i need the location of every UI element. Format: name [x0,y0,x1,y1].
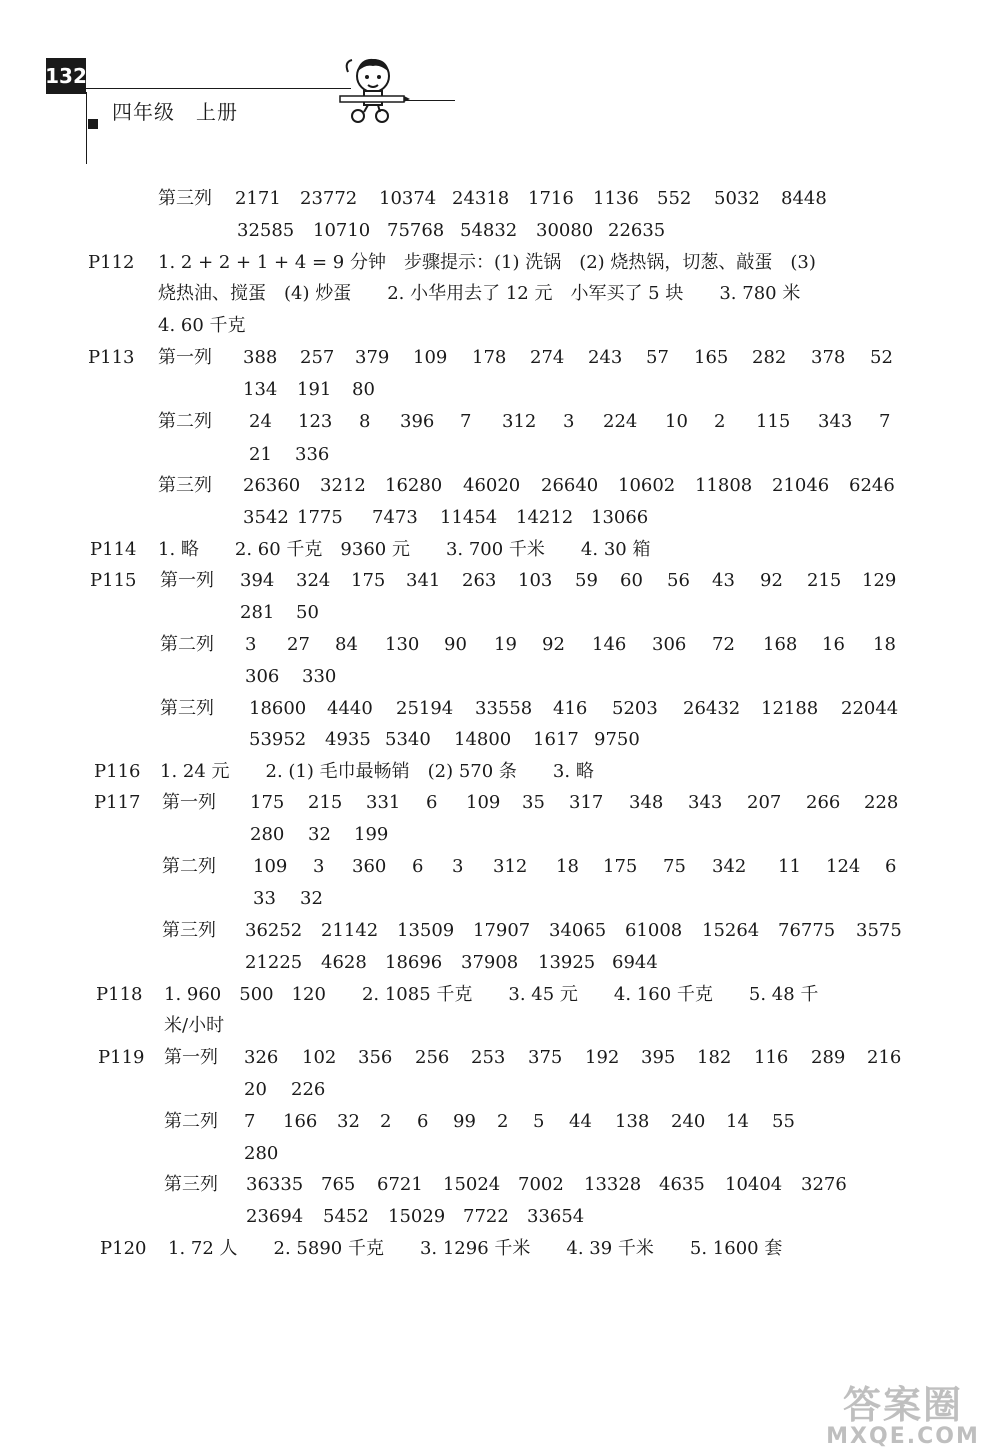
answer-text: 11808 [695,475,753,496]
answer-text: 75 [663,856,686,877]
answer-line [0,473,1000,499]
answer-text: 175 [351,570,386,591]
answer-text: 6246 [849,475,895,496]
answer-text: 356 [358,1047,393,1068]
answer-text: 7722 [463,1206,509,1227]
answer-text: 282 [752,347,787,368]
answer-text: 36335 [246,1174,304,1195]
answer-text: 26432 [683,698,741,719]
answer-text: 199 [354,824,389,845]
answer-text: 20 [244,1079,267,1100]
answer-text: 60 [620,570,643,591]
answer-text: 13509 [397,920,455,941]
answer-text: 43 [712,570,735,591]
answer-text: 92 [760,570,783,591]
answer-text: 324 [296,570,331,591]
answer-line [0,1172,1000,1198]
answer-text: 4. 60 千克 [158,315,246,336]
answer-text: 54832 [460,220,518,241]
answer-text: 22044 [841,698,899,719]
column-label: 第二列 [164,1111,218,1132]
answer-text: 395 [641,1047,676,1068]
answer-text: 134 [243,379,278,400]
answer-text: 21225 [245,952,303,973]
answer-text: 27 [287,634,310,655]
answer-text: 8448 [781,188,827,209]
answer-text: 280 [244,1143,279,1164]
answer-line [0,982,1000,1008]
answer-text: 14212 [516,507,574,528]
answer-text: 4935 [325,729,371,750]
answer-line [0,1204,1000,1230]
answer-text: 312 [502,411,537,432]
answer-text: 36252 [245,920,303,941]
answer-text: 4635 [659,1174,705,1195]
answer-text: 3276 [801,1174,847,1195]
answer-line [0,822,1000,848]
column-label: 第一列 [162,792,216,813]
answer-text: 33558 [475,698,533,719]
answer-text: 烧热油、搅蛋 (4) 炒蛋 2. 小华用去了 12 元 小军买了 5 块 3. 780 米 [158,283,801,304]
answer-text: 109 [253,856,288,877]
column-label: 第一列 [158,347,212,368]
page-ref: P112 [88,252,135,273]
answer-text: 32 [308,824,331,845]
answer-text: 175 [250,792,285,813]
margin-rule [86,92,87,164]
answer-line [0,568,1000,594]
answer-text: 192 [585,1047,620,1068]
answer-text: 12188 [761,698,819,719]
answer-text: 1. 960 500 120 2. 1085 千克 3. 45 元 4. 160 千克 5. 48 千 [164,984,819,1005]
answer-line [0,505,1000,531]
answer-text: 138 [615,1111,650,1132]
answer-line [0,632,1000,658]
answer-text: 7 [879,411,891,432]
answer-text: 21 [249,444,272,465]
answer-text: 26640 [541,475,599,496]
answer-text: 33654 [527,1206,585,1227]
answer-text: 243 [588,347,623,368]
column-label: 第一列 [164,1047,218,1068]
answer-text: 99 [453,1111,476,1132]
answer-text: 5032 [714,188,760,209]
answer-text: 米/小时 [164,1015,225,1036]
answer-text: 378 [811,347,846,368]
grade-label: 四年级 上册 [112,100,238,124]
answer-text: 15264 [702,920,760,941]
page-ref: P117 [94,792,141,813]
answer-text: 765 [321,1174,356,1195]
boy-with-pencil-icon [330,50,410,130]
answer-text: 10404 [725,1174,783,1195]
answer-text: 6 [885,856,897,877]
answer-line [0,1077,1000,1103]
answer-text: 24 [249,411,272,432]
answer-text: 10 [665,411,688,432]
answer-text: 3212 [320,475,366,496]
answer-line [0,345,1000,371]
answer-text: 182 [697,1047,732,1068]
answer-text: 52 [870,347,893,368]
answer-line [0,442,1000,468]
answer-text: 1617 [533,729,579,750]
answer-text: 1136 [593,188,639,209]
answer-text: 14 [726,1111,749,1132]
answer-text: 256 [415,1047,450,1068]
answer-text: 274 [530,347,565,368]
answer-text: 57 [646,347,669,368]
answer-text: 109 [413,347,448,368]
answer-text: 552 [657,188,692,209]
answer-line [0,1045,1000,1071]
answer-text: 32 [337,1111,360,1132]
answer-text: 30080 [536,220,594,241]
answer-text: 388 [243,347,278,368]
watermark [818,1385,988,1449]
answer-text: 17907 [473,920,531,941]
answer-line [0,537,1000,563]
answer-text: 21142 [321,920,379,941]
answer-text: 306 [652,634,687,655]
answer-text: 336 [295,444,330,465]
column-label: 第三列 [162,920,216,941]
answer-text: 37908 [461,952,519,973]
answer-text: 6944 [612,952,658,973]
answer-text: 76775 [778,920,836,941]
answer-text: 348 [629,792,664,813]
answer-text: 281 [240,602,275,623]
answer-text: 46020 [463,475,521,496]
answer-text: 253 [471,1047,506,1068]
answer-line [0,918,1000,944]
answer-text: 109 [466,792,501,813]
answer-text: 103 [518,570,553,591]
answer-text: 84 [335,634,358,655]
answer-text: 6 [412,856,424,877]
answer-text: 330 [302,666,337,687]
answer-line [0,1013,1000,1039]
answer-line [0,409,1000,435]
answer-text: 129 [862,570,897,591]
answer-line [0,218,1000,244]
answer-text: 124 [826,856,861,877]
answer-line [0,759,1000,785]
answer-text: 11454 [440,507,498,528]
answer-text: 280 [250,824,285,845]
answer-text: 8 [359,411,371,432]
answer-text: 13328 [584,1174,642,1195]
answer-text: 34065 [549,920,607,941]
answer-text: 3 [452,856,464,877]
answer-text: 3 [563,411,575,432]
page-ref: P116 [94,761,141,782]
column-label: 第三列 [164,1174,218,1195]
page-ref: P115 [90,570,137,591]
answer-text: 3 [313,856,325,877]
column-label: 第三列 [158,475,212,496]
answer-text: 7 [244,1111,256,1132]
answer-text: 123 [298,411,333,432]
answer-text: 7473 [372,507,418,528]
answer-text: 55 [772,1111,795,1132]
answer-line [0,854,1000,880]
answer-line [0,1236,1000,1262]
answer-text: 2 [380,1111,392,1132]
answer-text: 341 [406,570,441,591]
answer-line [0,281,1000,307]
answer-text: 10602 [618,475,676,496]
answer-line [0,600,1000,626]
answer-text: 2171 [235,188,281,209]
answer-text: 168 [763,634,798,655]
answer-text: 312 [493,856,528,877]
answer-text: 130 [385,634,420,655]
answer-text: 224 [603,411,638,432]
answer-text: 44 [569,1111,592,1132]
answer-text: 115 [756,411,791,432]
column-label: 第三列 [160,698,214,719]
answer-text: 50 [296,602,319,623]
answer-text: 216 [867,1047,902,1068]
answer-text: 289 [811,1047,846,1068]
answer-text: 326 [244,1047,279,1068]
answer-text: 53952 [249,729,307,750]
answer-text: 1. 72 人 2. 5890 千克 3. 1296 千米 4. 39 千米 5. 1600 套 [168,1238,783,1259]
answer-line [0,250,1000,276]
answer-text: 18 [873,634,896,655]
answer-text: 13066 [591,507,649,528]
answer-text: 1. 略 2. 60 千克 9360 元 3. 700 千米 4. 30 箱 [158,539,651,560]
answer-text: 5340 [385,729,431,750]
answer-text: 1775 [297,507,343,528]
answer-text: 1716 [528,188,574,209]
answer-text: 25194 [396,698,454,719]
answer-text: 6721 [377,1174,423,1195]
answer-text: 15029 [388,1206,446,1227]
answer-line [0,664,1000,690]
answer-text: 13925 [538,952,596,973]
column-label: 第二列 [162,856,216,877]
answer-text: 14800 [454,729,512,750]
answer-text: 375 [528,1047,563,1068]
answer-text: 75768 [387,220,445,241]
answer-text: 10710 [313,220,371,241]
column-label: 第二列 [158,411,212,432]
answer-text: 207 [747,792,782,813]
answer-text: 215 [807,570,842,591]
page-ref: P113 [88,347,135,368]
answer-text: 18 [556,856,579,877]
answer-text: 5452 [323,1206,369,1227]
answer-text: 11 [778,856,801,877]
answer-text: 306 [245,666,280,687]
page-ref: P120 [100,1238,147,1259]
answer-text: 22635 [608,220,666,241]
answer-text: 263 [462,570,497,591]
answer-text: 9750 [594,729,640,750]
answer-text: 5 [533,1111,545,1132]
answer-text: 266 [806,792,841,813]
answer-text: 15024 [443,1174,501,1195]
page-number: 132 [46,58,86,94]
answer-text: 416 [553,698,588,719]
answer-line [0,696,1000,722]
answer-text: 23772 [300,188,358,209]
answer-text: 24318 [452,188,510,209]
answer-text: 343 [688,792,723,813]
answer-text: 1. 24 元 2. (1) 毛巾最畅销 (2) 570 条 3. 略 [160,761,594,782]
answer-line [0,377,1000,403]
answer-text: 228 [864,792,899,813]
answer-text: 191 [297,379,332,400]
answer-text: 7 [460,411,472,432]
page-ref: P118 [96,984,143,1005]
page-ref: P119 [98,1047,145,1068]
answer-text: 19 [494,634,517,655]
answer-text: 3 [245,634,257,655]
answer-text: 317 [569,792,604,813]
answer-text: 6 [426,792,438,813]
answer-text: 116 [754,1047,789,1068]
answer-text: 26360 [243,475,301,496]
answer-text: 240 [671,1111,706,1132]
answer-line [0,1141,1000,1167]
answer-text: 396 [400,411,435,432]
answer-text: 32585 [237,220,295,241]
answer-text: 3542 [243,507,289,528]
answer-line [0,886,1000,912]
watermark-title: 答案圈 [842,1383,963,1427]
answer-text: 102 [302,1047,337,1068]
answer-text: 175 [603,856,638,877]
answer-text: 3575 [856,920,902,941]
answer-text: 331 [366,792,401,813]
answer-text: 7002 [518,1174,564,1195]
answer-text: 21046 [772,475,830,496]
answer-line [0,790,1000,816]
answer-text: 35 [522,792,545,813]
answer-text: 360 [352,856,387,877]
answer-text: 342 [712,856,747,877]
page-ref: P114 [90,539,137,560]
answer-text: 2 [497,1111,509,1132]
answer-text: 343 [818,411,853,432]
answer-text: 61008 [625,920,683,941]
answer-text: 178 [472,347,507,368]
header-rule [86,88,351,89]
answer-text: 226 [291,1079,326,1100]
answer-text: 166 [283,1111,318,1132]
square-bullet-icon [88,119,98,129]
answer-text: 59 [575,570,598,591]
answer-text: 394 [240,570,275,591]
answer-text: 146 [592,634,627,655]
answer-text: 18696 [385,952,443,973]
answer-text: 92 [542,634,565,655]
answer-text: 379 [355,347,390,368]
answer-text: 4628 [321,952,367,973]
answer-text: 4440 [327,698,373,719]
answer-text: 1. 2 + 2 + 1 + 4 = 9 分钟 步骤提示：(1) 洗锅 (2) 烧热锅，切葱、敲蛋 (3) [158,252,816,273]
column-label: 第二列 [160,634,214,655]
answer-text: 32 [300,888,323,909]
answer-text: 10374 [379,188,437,209]
answer-text: 23694 [246,1206,304,1227]
answer-text: 215 [308,792,343,813]
answer-text: 16280 [385,475,443,496]
answer-line [0,727,1000,753]
answer-text: 33 [253,888,276,909]
answer-text: 90 [444,634,467,655]
column-label: 第一列 [160,570,214,591]
answer-text: 18600 [249,698,307,719]
answer-line [0,186,1000,212]
answer-text: 56 [667,570,690,591]
answer-text: 2 [714,411,726,432]
answer-text: 16 [822,634,845,655]
answer-text: 6 [417,1111,429,1132]
answer-line [0,1109,1000,1135]
answer-text: 5203 [612,698,658,719]
answer-line [0,950,1000,976]
answer-text: 80 [352,379,375,400]
watermark-url: MXQE.COM [826,1424,980,1449]
answer-text: 165 [694,347,729,368]
answer-text: 257 [300,347,335,368]
column-label: 第三列 [158,188,212,209]
answer-line [0,313,1000,339]
answer-text: 72 [712,634,735,655]
